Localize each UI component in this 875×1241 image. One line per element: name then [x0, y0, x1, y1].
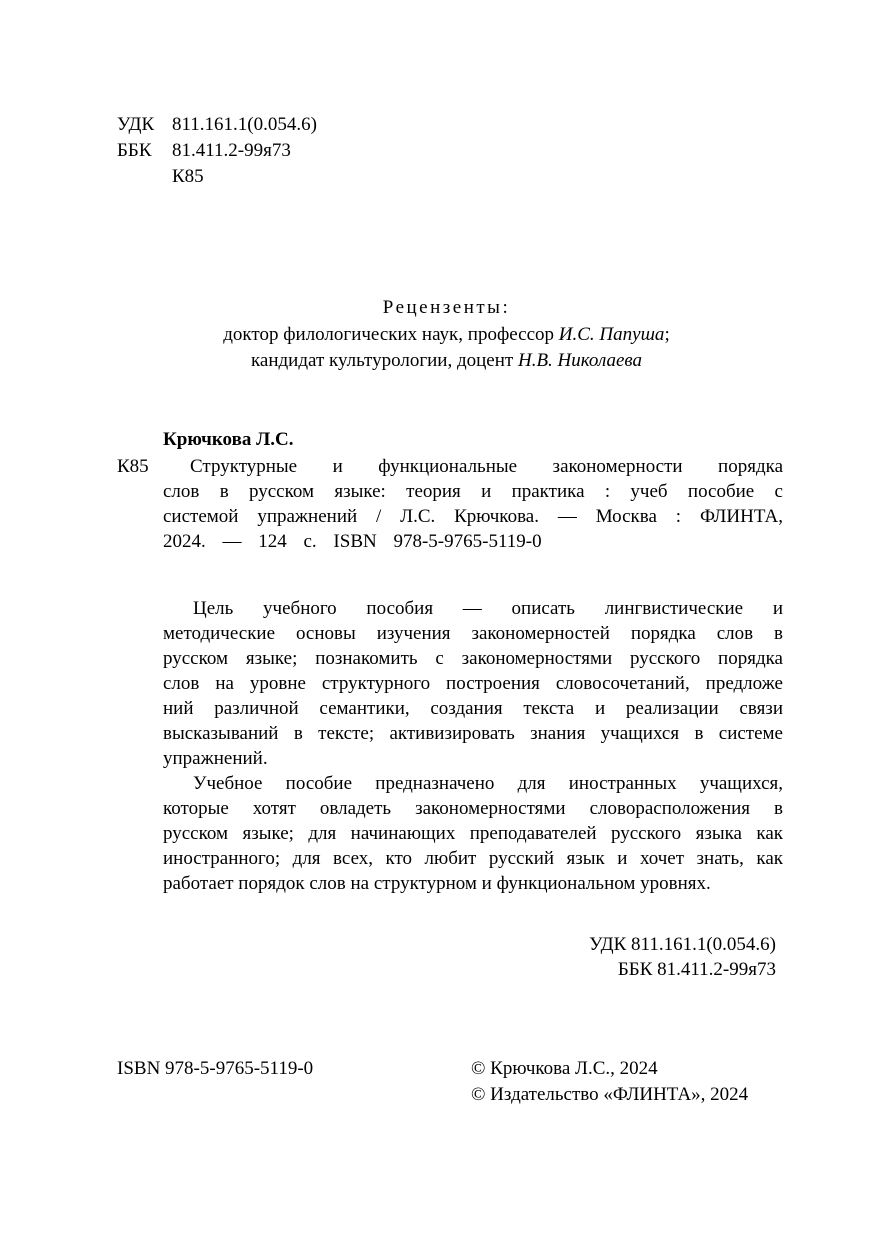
abstract-p1-line-5: ний различной семантики, создания текста и реализации связи — [163, 698, 783, 719]
reviewers-heading: Рецензенты: — [382, 297, 511, 318]
abstract-p1-line-2: методические основы изучения закономерностей порядка слов в — [163, 623, 783, 644]
abstract-p1-line-6: высказываний в тексте; активизировать знания учащихся в системе — [163, 723, 783, 744]
bbk-label: ББК — [117, 140, 152, 161]
reviewer-2-name: Н.В. Николаева — [517, 350, 643, 371]
bib-description — [190, 454, 783, 479]
abstract-p1-line-4: слов на уровне структурного построения словосочетаний, предложе — [163, 673, 783, 694]
abstract-p2-line-4: иностранного; для всех, кто любит русский язык и хочет знать, как — [163, 848, 783, 869]
bib-description-cont — [163, 479, 783, 554]
abstract-p1-line-1: Цель учебного пособия — описать лингвистические и — [193, 598, 783, 619]
abstract-paragraph-1 — [163, 596, 783, 771]
abstract-p2-line-1: Учебное пособие предназначено для иностранных учащихся, — [193, 773, 783, 794]
bib-line-3: системой упражнений / Л.С. Крючкова. — Москва : ФЛИНТА, — [163, 506, 783, 527]
bib-line-1: Структурные и функциональные закономерности порядка — [190, 456, 783, 477]
bib-sign: К85 — [117, 456, 149, 477]
reviewer-1-name: И.С. Папуша — [558, 324, 665, 345]
abstract-p2-line-5: работает порядок слов на структурном и функциональном уровнях. — [163, 873, 711, 894]
abstract-p2-line-2: которые хотят овладеть закономерностями словорасположения в — [163, 798, 783, 819]
abstract-p2-line-3: русском языке; для начинающих преподавателей русского языка как — [163, 823, 783, 844]
reviewer-2-title: кандидат культурологии, доцент — [250, 350, 518, 371]
reviewer-1-suffix: ; — [664, 324, 670, 345]
reviewer-1-title: доктор филологических наук, профессор — [223, 324, 559, 345]
copyright-publisher: © Издательство «ФЛИНТА», 2024 — [471, 1084, 749, 1105]
udk-line — [117, 112, 317, 137]
bib-line-4: 2024. — 124 с. ISBN 978-5-9765-5119-0 — [163, 531, 542, 552]
reviewer-2 — [0, 348, 875, 373]
udk-right: УДК 811.161.1(0.054.6) — [589, 934, 776, 955]
bbk-right: ББК 81.411.2-99я73 — [617, 959, 776, 980]
bib-line-2: слов в русском языке: теория и практика : учеб пособие с — [163, 481, 783, 502]
author-sign: К85 — [172, 166, 204, 187]
bbk-value: 81.411.2-99я73 — [172, 140, 291, 161]
bib-author: Крючкова Л.С. — [163, 429, 294, 450]
bbk-line — [117, 138, 291, 163]
udk-value: 811.161.1(0.054.6) — [172, 114, 317, 135]
udk-label: УДК — [117, 114, 155, 135]
abstract-paragraph-2 — [163, 771, 783, 896]
abstract-p1-line-7: упражнений. — [163, 748, 268, 769]
abstract-p1-line-3: русском языке; познакомить с закономерностями русского порядка — [163, 648, 783, 669]
reviewer-1 — [0, 322, 875, 347]
isbn: ISBN 978-5-9765-5119-0 — [117, 1058, 314, 1079]
copyright-author: © Крючкова Л.С., 2024 — [471, 1058, 658, 1079]
